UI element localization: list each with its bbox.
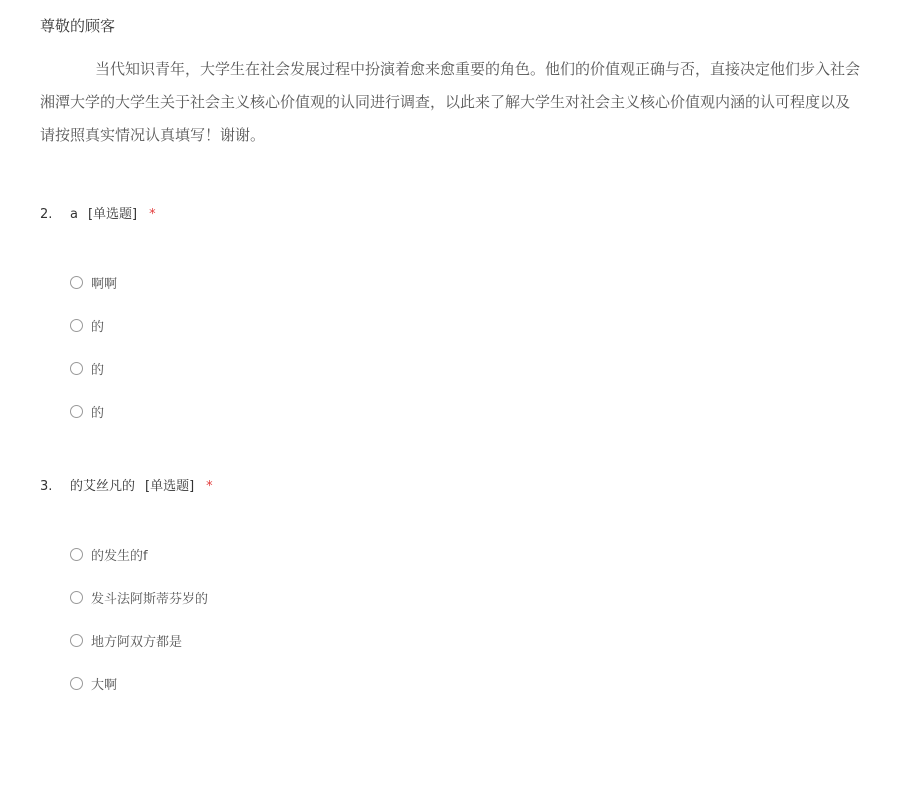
- option-label: 的: [91, 406, 105, 421]
- option-label: 发斗法阿斯蒂芬岁的: [91, 592, 209, 607]
- intro-line: 请按照真实情况认真填写！谢谢。: [40, 126, 266, 144]
- question-2-option-3[interactable]: [70, 359, 104, 378]
- question-number: 3.: [40, 479, 53, 494]
- intro-line: 湘潭大学的大学生关于社会主义核心价值观的认同进行调查，以此来了解大学生对社会主义核心价值观内涵的认可程度以及: [40, 93, 851, 111]
- radio-button[interactable]: [70, 548, 83, 561]
- question-3-option-1[interactable]: [70, 545, 148, 564]
- option-label: 的发生的f: [91, 549, 148, 564]
- question-type: [单选题]: [145, 479, 195, 494]
- greeting-heading: 尊敬的顾客: [40, 17, 116, 35]
- intro-paragraph: [40, 53, 900, 152]
- question-number: 2.: [40, 207, 53, 222]
- question-type: [单选题]: [87, 207, 138, 222]
- question-3-header: [40, 475, 213, 494]
- option-label: 的: [91, 363, 105, 378]
- intro-line: 当代知识青年，大学生在社会发展过程中扮演着愈来愈重要的角色。他们的价值观正确与否，直接决定他们步入社会: [95, 60, 861, 78]
- option-label: 地方阿双方都是: [91, 635, 183, 650]
- question-3-option-2[interactable]: [70, 588, 208, 607]
- question-title: 的艾丝凡的: [70, 479, 136, 494]
- option-label: 的: [91, 320, 105, 335]
- question-title: a: [70, 207, 78, 222]
- radio-button[interactable]: [70, 319, 83, 332]
- question-2-option-2[interactable]: [70, 316, 104, 335]
- radio-button[interactable]: [70, 634, 83, 647]
- radio-button[interactable]: [70, 276, 83, 289]
- question-3-option-4[interactable]: [70, 674, 117, 693]
- question-2-header: [40, 203, 156, 222]
- required-marker: *: [149, 207, 156, 222]
- radio-button[interactable]: [70, 362, 83, 375]
- option-label: 大啊: [91, 678, 118, 693]
- radio-button[interactable]: [70, 591, 83, 604]
- question-3-option-3[interactable]: [70, 631, 182, 650]
- radio-button[interactable]: [70, 405, 83, 418]
- option-label: 啊啊: [91, 277, 118, 292]
- question-2-option-1[interactable]: [70, 273, 117, 292]
- radio-button[interactable]: [70, 677, 83, 690]
- required-marker: *: [206, 479, 213, 494]
- question-2-option-4[interactable]: [70, 402, 104, 421]
